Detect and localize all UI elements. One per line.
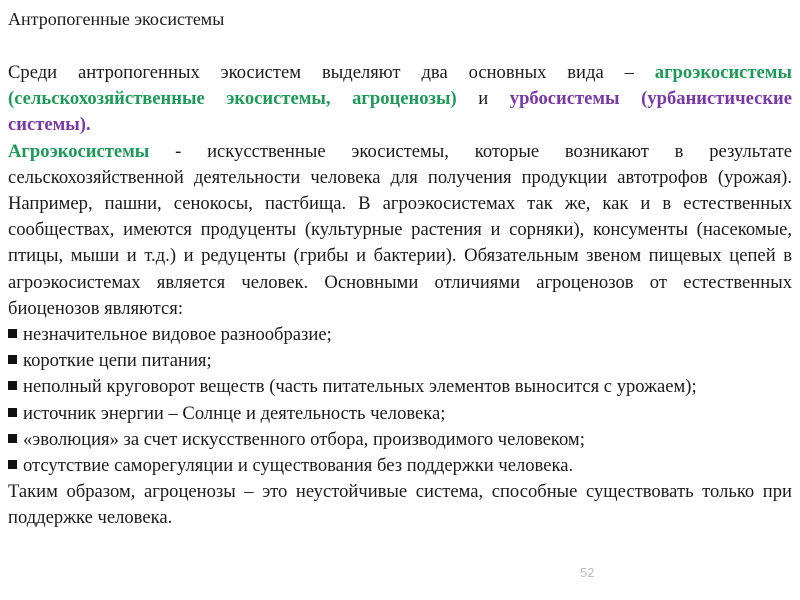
agro-term: агроэкосистемы (сельскохозяйственные экосистемы, агроценозы) bbox=[8, 62, 792, 110]
differences-list bbox=[8, 322, 792, 479]
list-item-text: короткие цепи питания; bbox=[23, 350, 212, 372]
intro-connector: и bbox=[456, 88, 510, 110]
conclusion-paragraph: Таким образом, агроценозы – это неустойчивые система, способные существовать только при поддержке человека. bbox=[8, 481, 792, 529]
square-bullet-icon bbox=[8, 355, 17, 364]
square-bullet-icon bbox=[8, 434, 17, 443]
slide-title: Антропогенные экосистемы bbox=[8, 9, 225, 29]
list-item-text: источник энергии – Солнце и деятельность человека; bbox=[23, 402, 446, 424]
definition-term: Агроэкосистемы bbox=[8, 140, 150, 162]
slide-content bbox=[8, 60, 792, 532]
list-item bbox=[8, 401, 792, 427]
intro-paragraph bbox=[8, 60, 792, 139]
square-bullet-icon bbox=[8, 408, 17, 417]
list-item bbox=[8, 322, 792, 348]
urbo-term: урбосистемы (урбанистические системы). bbox=[8, 88, 792, 136]
intro-text: Среди антропогенных экосистем выделяют два основных вида – bbox=[8, 62, 655, 83]
list-item bbox=[8, 374, 792, 400]
list-item-text: незначительное видовое разнообразие; bbox=[23, 324, 332, 346]
list-item-text: отсутствие саморегуляции и существования без поддержки человека. bbox=[23, 455, 574, 477]
list-item-text: неполный круговорот веществ (часть питательных элементов выносится с урожаем); bbox=[23, 376, 697, 398]
list-item bbox=[8, 427, 792, 453]
list-item-text: «эволюция» за счет искусственного отбора, производимого человеком; bbox=[23, 428, 585, 450]
definition-text: - искусственные экосистемы, которые возникают в результате сельскохозяйственной деятельности человека для получения продукции автотрофов (урожая). Например, пашни, сенокосы, пастбища. В агроэкосистемах так же, как и в естественных сообществах, имеются продуценты (культурные растения и сорняки), консументы (насекомые, птицы, мыши и т.д.) и редуценты (грибы и бактерии). Обязательным звеном пищевых цепей в агроэкосистемах является человек. Основными отличиями агроценозов от естественных биоценозов являются: bbox=[8, 140, 792, 319]
square-bullet-icon bbox=[8, 381, 17, 390]
list-item bbox=[8, 348, 792, 374]
list-item bbox=[8, 453, 792, 479]
square-bullet-icon bbox=[8, 460, 17, 469]
square-bullet-icon bbox=[8, 329, 17, 338]
definition-paragraph bbox=[8, 139, 792, 322]
page-number: 52 bbox=[580, 565, 595, 580]
